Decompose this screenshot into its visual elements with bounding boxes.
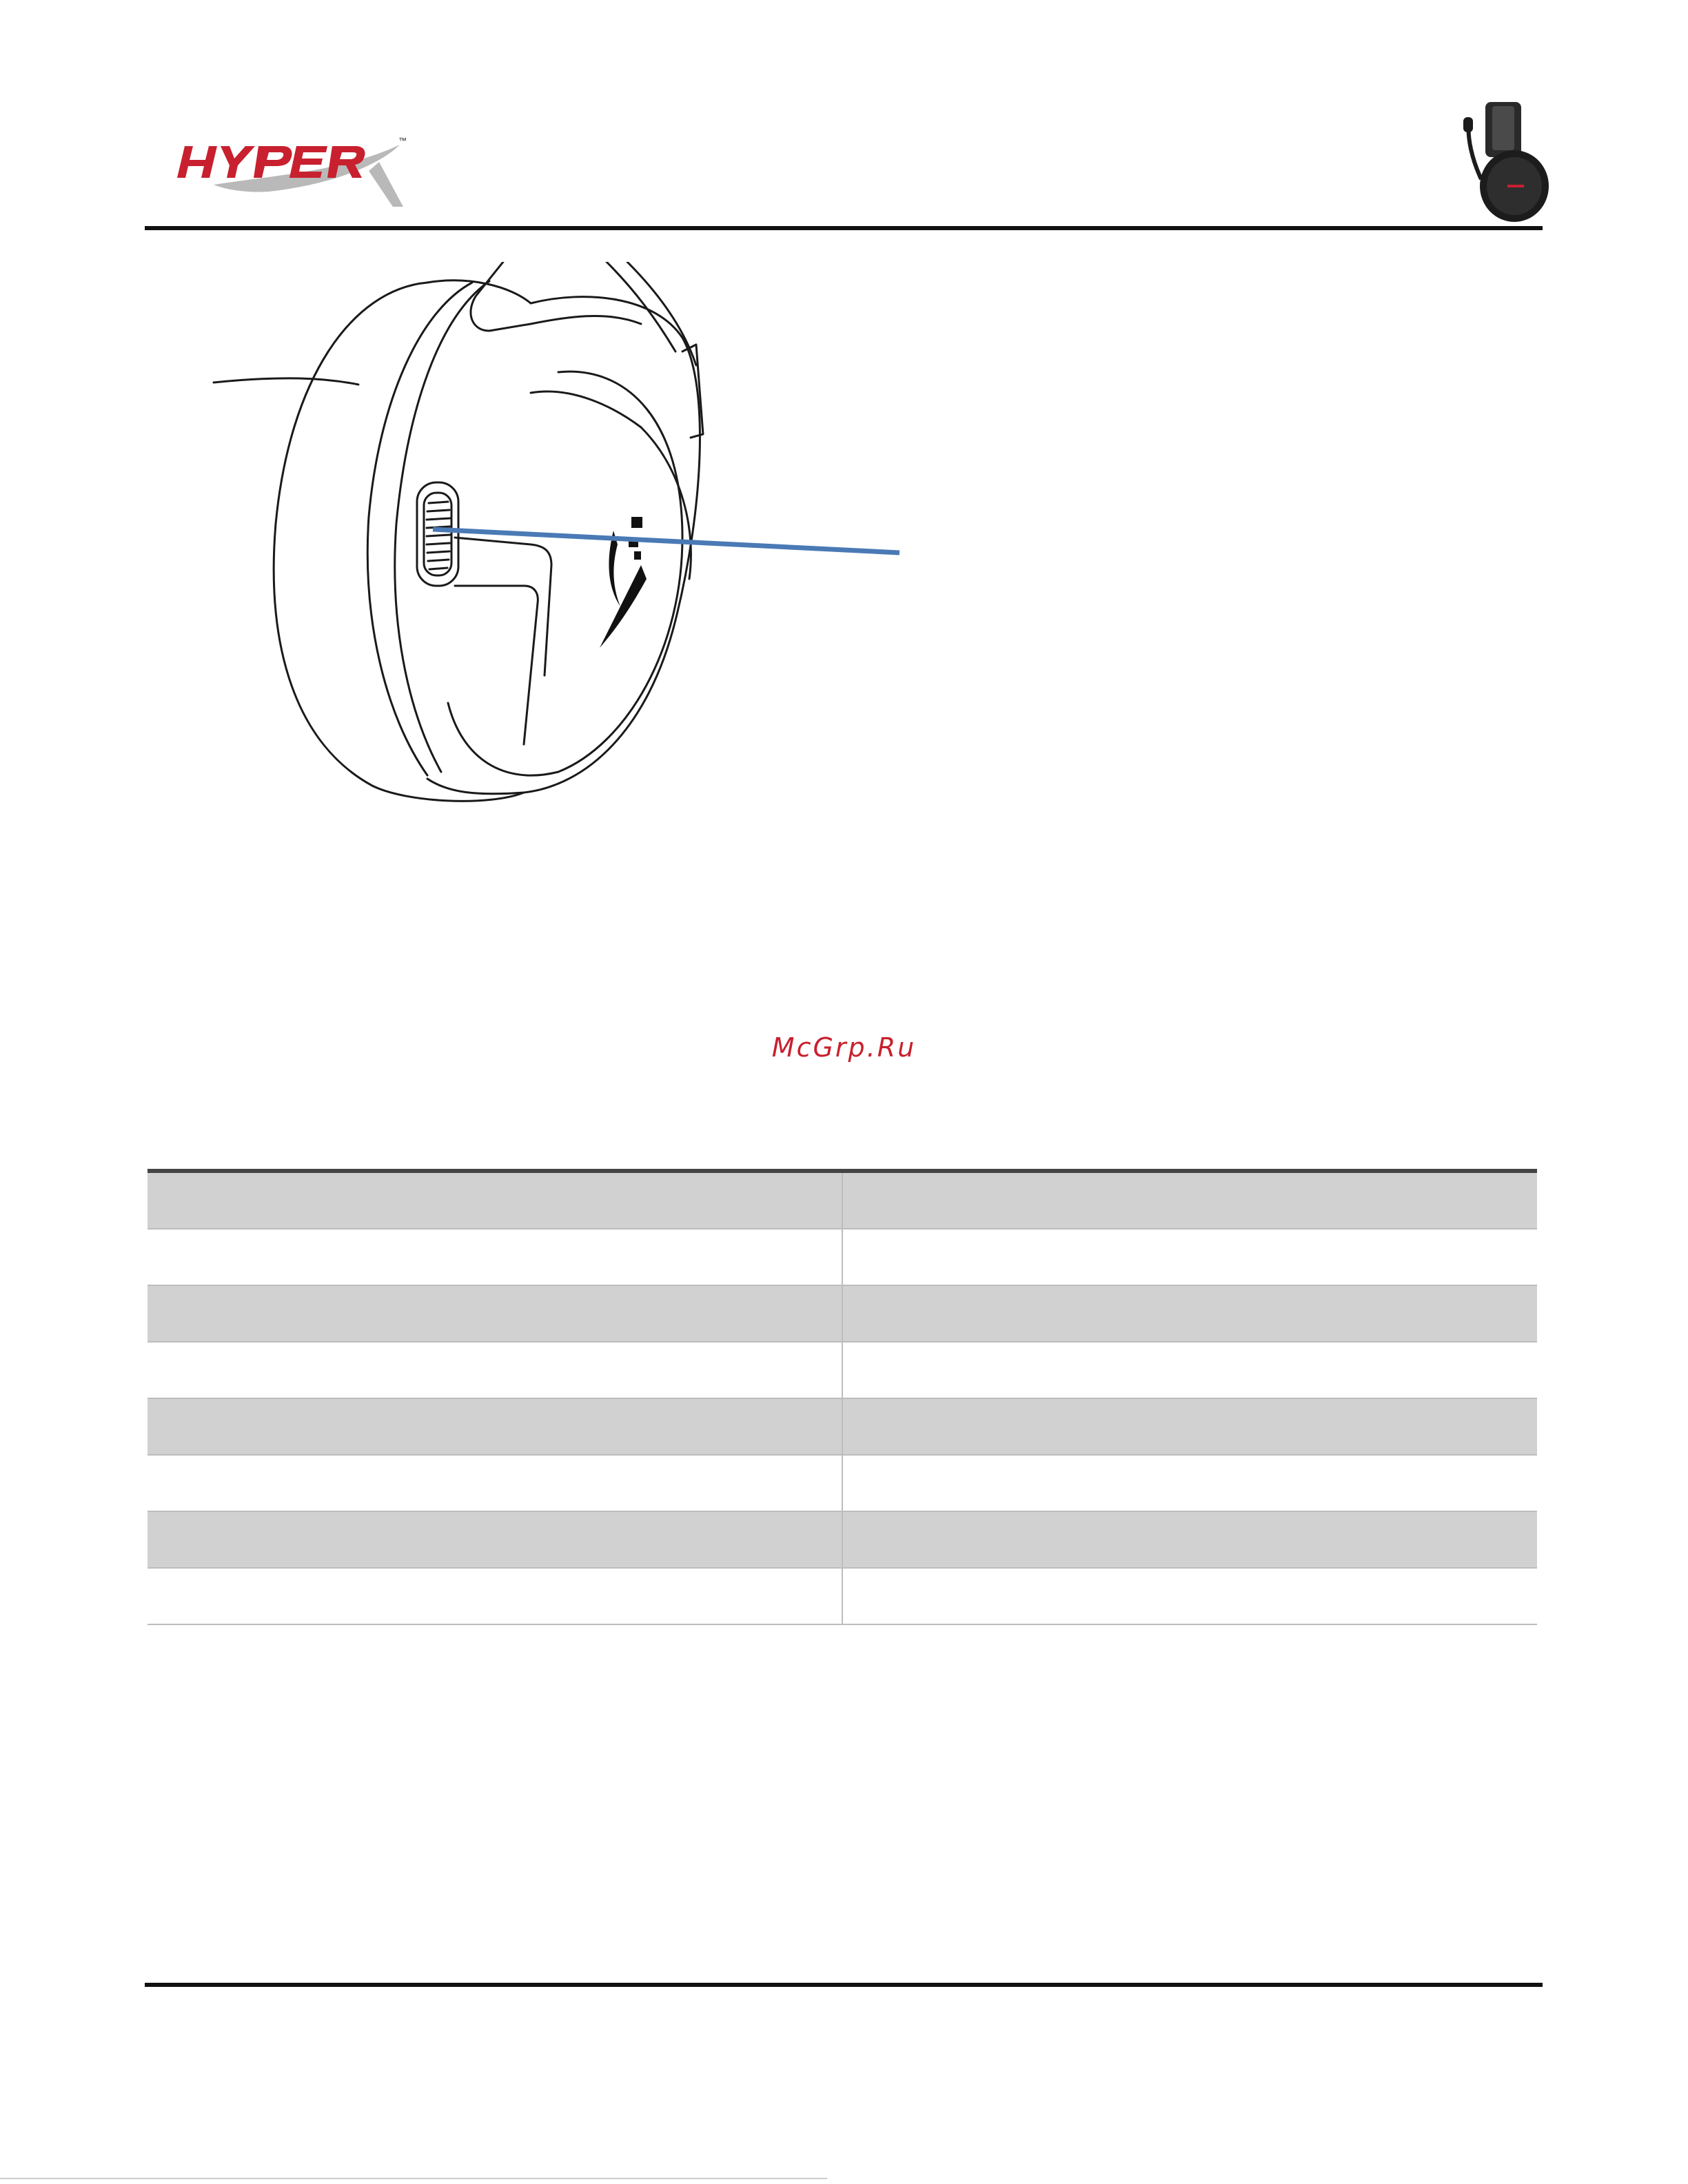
table-cell-right [842, 1511, 1537, 1568]
table-row [148, 1229, 1537, 1285]
table-cell-left [148, 1455, 842, 1511]
table-cell-right [842, 1229, 1537, 1285]
table-cell-left [148, 1398, 842, 1455]
table-cell-left [148, 1568, 842, 1624]
table-row [148, 1568, 1537, 1624]
headset-thumbnail-icon [1458, 96, 1554, 224]
table-cell-right [842, 1455, 1537, 1511]
table-cell-left [148, 1342, 842, 1398]
earcup-illustration [200, 262, 931, 813]
table-cell-right [842, 1568, 1537, 1624]
table-cell-left [148, 1229, 842, 1285]
footer-rule [145, 1983, 1543, 1987]
table-cell-left [148, 1511, 842, 1568]
svg-text:™: ™ [398, 136, 407, 145]
table-row [148, 1511, 1537, 1568]
header-rule [145, 226, 1543, 230]
table-cell-right [842, 1171, 1537, 1229]
table-cell-right [842, 1285, 1537, 1342]
page-bottom-edge [0, 2178, 827, 2179]
table-cell-left [148, 1171, 842, 1229]
table-cell-left [148, 1285, 842, 1342]
table-row [148, 1398, 1537, 1455]
hyperx-logo [172, 131, 414, 214]
spec-table [148, 1169, 1537, 1625]
watermark-text: McGrp.Ru [771, 1032, 917, 1063]
table-row [148, 1455, 1537, 1511]
table-cell-right [842, 1398, 1537, 1455]
table-row [148, 1285, 1537, 1342]
table-row [148, 1171, 1537, 1229]
table-cell-right [842, 1342, 1537, 1398]
table-row [148, 1342, 1537, 1398]
